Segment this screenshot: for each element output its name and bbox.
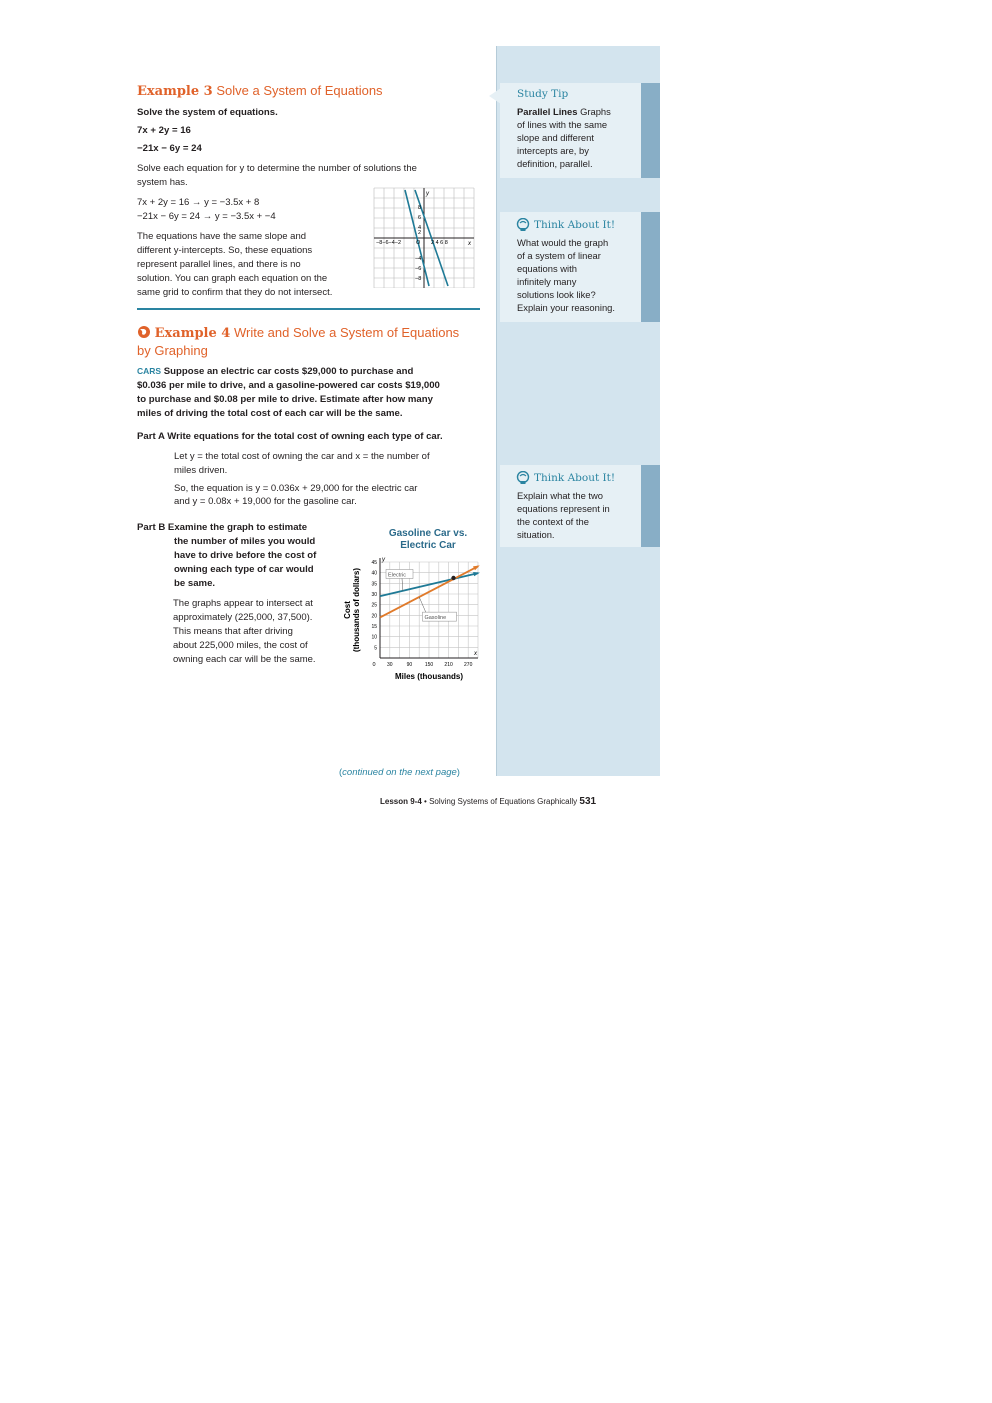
chart-y-label [343,568,361,652]
footer-lesson: Lesson 9-4 [380,797,422,806]
example-3-prompt: Solve the system of equations. [137,107,278,118]
continued-note [339,767,460,778]
part-b-heading [137,521,342,591]
text-line: Let y = the total cost of owning the car and x = the number of [174,451,430,462]
think-tab-1 [641,212,660,322]
text-line: system has. [137,177,188,188]
text-line: approximately (225,000, 37,500). [173,612,313,623]
chart-origin-label: 0 [372,662,376,668]
chart-y-tick-label: 15 [371,624,377,630]
chart-y-tick-label: 5 [374,645,377,652]
text-line: Suppose an electric car costs $29,000 to purchase and [163,366,414,377]
think-line: situation. [517,529,555,540]
electric-label: Electric [388,572,407,579]
chart-x-tick-label: 150 [424,662,434,668]
chart-y-tick-label: 35 [371,581,377,588]
text-line: represent parallel lines, and there is no [137,259,301,270]
study-tip-line: definition, parallel. [517,158,593,169]
graph-y-tick: 2 [418,230,422,236]
page-number: 531 [579,796,597,807]
text-line: The graphs appear to intersect at [173,598,313,609]
think-about-it-box-1 [500,212,641,322]
text-line: owning each car will be the same. [173,654,316,665]
paren: ( [339,767,343,778]
cost-chart [340,552,490,684]
chart-y-tick-label: 25 [371,602,377,609]
graph-origin: O [416,240,421,246]
study-tip-line: of lines with the same [517,119,608,130]
chart-y-tick-label: 40 [371,570,377,577]
study-tip-pointer [489,88,501,104]
text-line: owning each type of car would [174,564,314,575]
think-icon [516,471,530,485]
text-line: solution. You can graph each equation on the [137,273,328,284]
text-line: miles of driving the total cost of each car will be the same. [137,408,403,419]
study-tip-tab [641,83,660,178]
text-line: The equations have the same slope and [137,231,307,242]
text-line: miles driven. [174,465,228,476]
example-4-title: Write and Solve a System of Equations [233,325,460,340]
think-tab-2 [641,465,660,547]
think-line: equations represent in [517,503,610,514]
think-line: equations with [517,263,577,274]
think-line: What would the graph [517,237,609,248]
text-line: to purchase and $0.08 per mile to drive. Estimate after how many [137,394,433,405]
page-footer [380,796,596,807]
think-icon [516,218,530,232]
think-line: Explain your reasoning. [517,302,615,313]
study-tip-lead: Parallel Lines [517,106,578,117]
think-line: infinitely many [517,276,577,287]
think-title-1: Think About It! [534,219,616,231]
graph-x-ticks-pos: 2 4 6 8 [431,240,448,246]
chart-x-tick-label: 90 [406,662,413,668]
step-2: −21x − 6y = 24 → y = −3.5x + −4 [137,211,276,222]
graph-y-tick: 4 [418,225,422,231]
chart-labels [343,557,478,681]
chart-x-tick-label: 270 [464,662,473,668]
text-line: same grid to confirm that they do not intersect. [137,287,333,298]
chart-title [372,528,484,552]
chart-title-line: Electric Car [400,540,456,551]
graph-y-tick: −6 [415,266,422,272]
parallel-lines-graph [372,186,476,288]
chart-y-tick-label: 10 [371,634,377,641]
chart-title-line: Gasoline Car vs. [388,528,468,539]
graph-y-tick: 6 [418,215,422,221]
chart-y-tick-label: 30 [371,592,377,598]
chart-y-label-line: (thousands of dollars) [352,568,361,652]
graph-y-tick: 8 [418,205,422,211]
series-arrow-gasoline [473,565,480,570]
example-4-problem [137,364,482,421]
equation-2: −21x − 6y = 24 [137,143,202,154]
think-line: the context of the [517,516,589,527]
graph-x-letter: x [468,241,471,247]
part-a-text-1 [174,450,479,478]
think-line: Explain what the two [517,490,603,501]
part-a-text-2 [174,482,479,508]
footer-title: Solving Systems of Equations Graphically [429,797,578,806]
think-title-2: Think About It! [534,472,616,484]
step-1: 7x + 2y = 16 → y = −3.5x + 8 [137,197,260,208]
example-4-heading [137,324,482,359]
text-line: Solve each equation for y to determine the number of solutions the [137,163,417,174]
text-line: the number of miles you would [174,536,316,547]
section-divider [137,308,480,310]
footer-bullet: • [424,797,427,806]
example-4-label: Example 4 [154,326,231,341]
example-3-title: Solve a System of Equations [216,83,383,98]
part-b-text [173,597,343,667]
chart-y-label-line: Cost [343,601,352,619]
graph-y-tick: −4 [415,256,422,262]
chart-y-tick-label: 20 [371,613,377,620]
chart-y-axis-letter: y [382,557,385,563]
example-4-title-line2: by Graphing [137,343,208,358]
paren: ) [456,767,460,778]
study-tip-line: Graphs [580,106,611,117]
think-text-1 [517,236,641,314]
text-line: different y-intercepts. So, these equations [137,245,313,256]
think-about-it-box-2 [500,465,641,547]
chart-x-axis-letter: x [474,651,477,657]
chart-x-tick-label: 210 [444,662,453,668]
graph-y-letter: y [426,191,429,197]
study-tip-text [517,105,641,170]
part-a-heading: Part A Write equations for the total cost of owning each type of car. [137,431,443,442]
series-arrow-electric [473,572,480,576]
text-line: Part B Examine the graph to estimate [137,522,308,533]
text-line: be same. [174,578,216,589]
study-tip-box [500,83,641,178]
chart-x-tick-label: 30 [387,662,393,668]
example-3-label: Example 3 [137,84,213,99]
text-line: about 225,000 miles, the cost of [173,640,308,651]
study-tip-title: Study Tip [517,88,569,100]
graph-y-tick: −8 [415,276,422,282]
chart-x-label: Miles (thousands) [394,672,464,681]
equation-1: 7x + 2y = 16 [137,125,191,136]
text-line: $0.036 per mile to drive, and a gasoline-powered car costs $19,000 [137,380,440,391]
intersection-point [451,576,455,580]
example-3-explanation [137,230,372,300]
electric-leader-line [402,578,403,590]
gasoline-label: Gasoline [424,615,447,622]
graph-x-ticks-neg: −8−6−4−2 [376,240,402,246]
text-line: have to drive before the cost of [174,550,317,561]
example-3-heading [137,83,383,99]
think-line: solutions look like? [517,289,596,300]
text-line: So, the equation is y = 0.036x + 29,000 for the electric car [174,483,418,494]
text-line: This means that after driving [173,626,293,637]
think-text-2 [517,489,641,541]
chart-y-tick-label: 45 [371,560,377,566]
study-tip-line: intercepts are, by [517,145,589,156]
study-tip-line: slope and different [517,132,594,143]
globe-icon [137,325,151,339]
think-line: of a system of linear [517,250,601,261]
text-line: and y = 0.08x + 19,000 for the gasoline car. [174,496,357,507]
cars-tag: CARS [137,366,162,376]
continued-text: continued on the next page [342,767,457,778]
